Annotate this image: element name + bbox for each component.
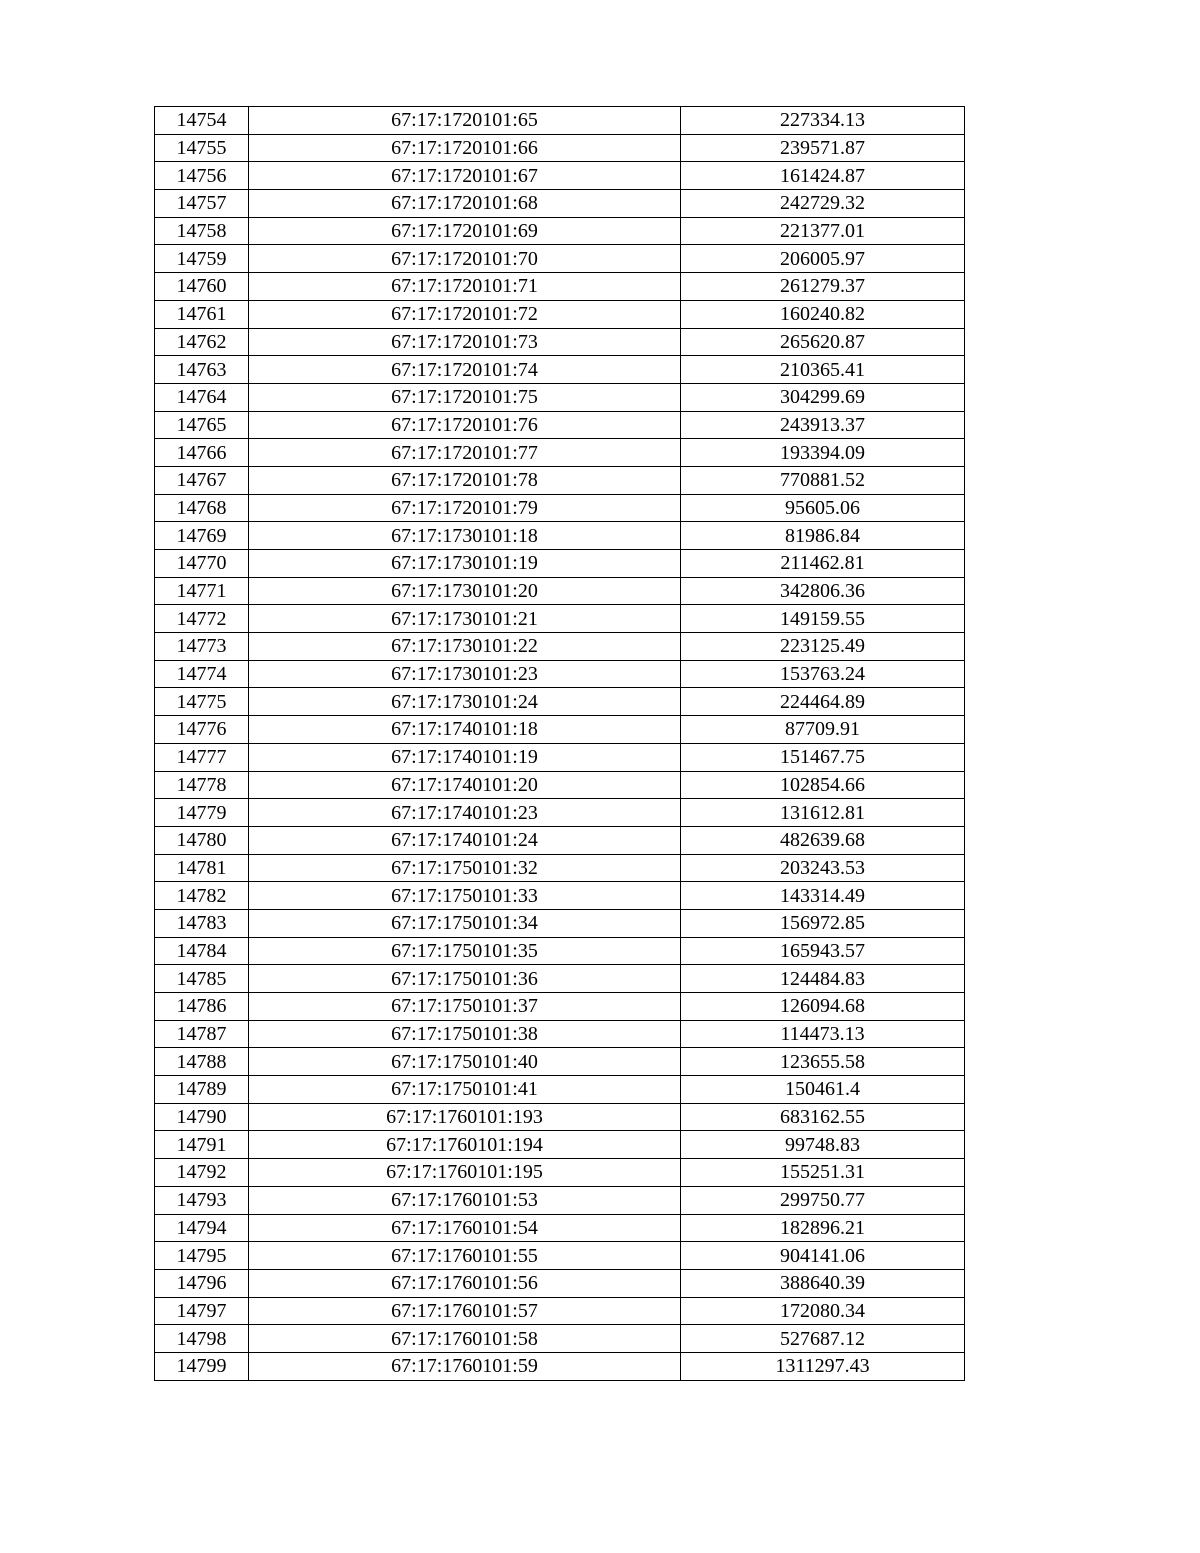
row-number-cell: 14767	[155, 466, 249, 494]
cadastral-number-cell: 67:17:1750101:40	[249, 1048, 681, 1076]
value-cell: 904141.06	[681, 1242, 965, 1270]
row-number-cell: 14779	[155, 799, 249, 827]
cadastral-number-cell: 67:17:1730101:23	[249, 660, 681, 688]
row-number-cell: 14771	[155, 577, 249, 605]
cadastral-number-cell: 67:17:1730101:21	[249, 605, 681, 633]
cadastral-number-cell: 67:17:1740101:18	[249, 716, 681, 744]
cadastral-number-cell: 67:17:1750101:38	[249, 1020, 681, 1048]
row-number-cell: 14797	[155, 1297, 249, 1325]
cadastral-number-cell: 67:17:1740101:24	[249, 826, 681, 854]
value-cell: 770881.52	[681, 466, 965, 494]
row-number-cell: 14763	[155, 356, 249, 384]
row-number-cell: 14764	[155, 383, 249, 411]
value-cell: 156972.85	[681, 909, 965, 937]
row-number-cell: 14766	[155, 439, 249, 467]
row-number-cell: 14768	[155, 494, 249, 522]
row-number-cell: 14789	[155, 1076, 249, 1104]
row-number-cell: 14786	[155, 993, 249, 1021]
row-number-cell: 14796	[155, 1269, 249, 1297]
value-cell: 114473.13	[681, 1020, 965, 1048]
cadastral-number-cell: 67:17:1720101:75	[249, 383, 681, 411]
table-row	[155, 328, 965, 356]
row-number-cell: 14774	[155, 660, 249, 688]
cadastral-number-cell: 67:17:1720101:77	[249, 439, 681, 467]
value-cell: 227334.13	[681, 107, 965, 135]
row-number-cell: 14758	[155, 217, 249, 245]
table-row	[155, 1103, 965, 1131]
table-row	[155, 1131, 965, 1159]
table-row	[155, 439, 965, 467]
cadastral-number-cell: 67:17:1750101:37	[249, 993, 681, 1021]
value-cell: 102854.66	[681, 771, 965, 799]
table-row	[155, 1076, 965, 1104]
table-body	[155, 107, 965, 1381]
cadastral-number-cell: 67:17:1720101:78	[249, 466, 681, 494]
cadastral-number-cell: 67:17:1750101:41	[249, 1076, 681, 1104]
row-number-cell: 14788	[155, 1048, 249, 1076]
value-cell: 193394.09	[681, 439, 965, 467]
row-number-cell: 14760	[155, 273, 249, 301]
data-table	[154, 106, 965, 1381]
table-row	[155, 1020, 965, 1048]
value-cell: 143314.49	[681, 882, 965, 910]
value-cell: 239571.87	[681, 134, 965, 162]
cadastral-number-cell: 67:17:1720101:70	[249, 245, 681, 273]
table-row	[155, 1048, 965, 1076]
table-row	[155, 356, 965, 384]
cadastral-number-cell: 67:17:1760101:58	[249, 1325, 681, 1353]
table-row	[155, 1352, 965, 1380]
value-cell: 87709.91	[681, 716, 965, 744]
value-cell: 203243.53	[681, 854, 965, 882]
row-number-cell: 14769	[155, 522, 249, 550]
cadastral-number-cell: 67:17:1760101:54	[249, 1214, 681, 1242]
value-cell: 182896.21	[681, 1214, 965, 1242]
cadastral-number-cell: 67:17:1720101:72	[249, 300, 681, 328]
value-cell: 242729.32	[681, 190, 965, 218]
value-cell: 155251.31	[681, 1159, 965, 1187]
value-cell: 149159.55	[681, 605, 965, 633]
cadastral-number-cell: 67:17:1760101:193	[249, 1103, 681, 1131]
table-row	[155, 245, 965, 273]
cadastral-number-cell: 67:17:1750101:34	[249, 909, 681, 937]
cadastral-number-cell: 67:17:1760101:57	[249, 1297, 681, 1325]
value-cell: 265620.87	[681, 328, 965, 356]
value-cell: 172080.34	[681, 1297, 965, 1325]
cadastral-number-cell: 67:17:1720101:71	[249, 273, 681, 301]
row-number-cell: 14795	[155, 1242, 249, 1270]
table-row	[155, 217, 965, 245]
table-row	[155, 633, 965, 661]
table-row	[155, 273, 965, 301]
row-number-cell: 14798	[155, 1325, 249, 1353]
cadastral-number-cell: 67:17:1740101:23	[249, 799, 681, 827]
value-cell: 210365.41	[681, 356, 965, 384]
value-cell: 211462.81	[681, 550, 965, 578]
value-cell: 342806.36	[681, 577, 965, 605]
row-number-cell: 14790	[155, 1103, 249, 1131]
row-number-cell: 14759	[155, 245, 249, 273]
table-row	[155, 605, 965, 633]
value-cell: 165943.57	[681, 937, 965, 965]
table-row	[155, 854, 965, 882]
table-row	[155, 660, 965, 688]
cadastral-number-cell: 67:17:1720101:65	[249, 107, 681, 135]
value-cell: 221377.01	[681, 217, 965, 245]
row-number-cell: 14757	[155, 190, 249, 218]
value-cell: 243913.37	[681, 411, 965, 439]
row-number-cell: 14791	[155, 1131, 249, 1159]
table-row	[155, 1159, 965, 1187]
table-row	[155, 909, 965, 937]
cadastral-number-cell: 67:17:1760101:195	[249, 1159, 681, 1187]
row-number-cell: 14772	[155, 605, 249, 633]
row-number-cell: 14781	[155, 854, 249, 882]
table-row	[155, 190, 965, 218]
cadastral-number-cell: 67:17:1720101:79	[249, 494, 681, 522]
value-cell: 99748.83	[681, 1131, 965, 1159]
value-cell: 160240.82	[681, 300, 965, 328]
table-row	[155, 1269, 965, 1297]
row-number-cell: 14780	[155, 826, 249, 854]
value-cell: 1311297.43	[681, 1352, 965, 1380]
cadastral-number-cell: 67:17:1740101:20	[249, 771, 681, 799]
table-row	[155, 466, 965, 494]
row-number-cell: 14782	[155, 882, 249, 910]
table-row	[155, 494, 965, 522]
row-number-cell: 14778	[155, 771, 249, 799]
value-cell: 81986.84	[681, 522, 965, 550]
row-number-cell: 14785	[155, 965, 249, 993]
row-number-cell: 14799	[155, 1352, 249, 1380]
value-cell: 482639.68	[681, 826, 965, 854]
table-row	[155, 1297, 965, 1325]
value-cell: 153763.24	[681, 660, 965, 688]
value-cell: 126094.68	[681, 993, 965, 1021]
cadastral-number-cell: 67:17:1720101:69	[249, 217, 681, 245]
cadastral-number-cell: 67:17:1730101:24	[249, 688, 681, 716]
table-row	[155, 134, 965, 162]
cadastral-number-cell: 67:17:1720101:74	[249, 356, 681, 384]
row-number-cell: 14793	[155, 1186, 249, 1214]
row-number-cell: 14754	[155, 107, 249, 135]
row-number-cell: 14777	[155, 743, 249, 771]
row-number-cell: 14762	[155, 328, 249, 356]
row-number-cell: 14776	[155, 716, 249, 744]
cadastral-number-cell: 67:17:1720101:73	[249, 328, 681, 356]
value-cell: 261279.37	[681, 273, 965, 301]
cadastral-number-cell: 67:17:1730101:20	[249, 577, 681, 605]
value-cell: 527687.12	[681, 1325, 965, 1353]
cadastral-number-cell: 67:17:1750101:33	[249, 882, 681, 910]
cadastral-number-cell: 67:17:1720101:66	[249, 134, 681, 162]
row-number-cell: 14756	[155, 162, 249, 190]
row-number-cell: 14775	[155, 688, 249, 716]
table-row	[155, 1214, 965, 1242]
table-row	[155, 383, 965, 411]
table-row	[155, 300, 965, 328]
value-cell: 224464.89	[681, 688, 965, 716]
value-cell: 124484.83	[681, 965, 965, 993]
row-number-cell: 14794	[155, 1214, 249, 1242]
row-number-cell: 14792	[155, 1159, 249, 1187]
table-row	[155, 162, 965, 190]
table-row	[155, 1242, 965, 1270]
table-row	[155, 1325, 965, 1353]
table-row	[155, 688, 965, 716]
cadastral-number-cell: 67:17:1720101:68	[249, 190, 681, 218]
cadastral-number-cell: 67:17:1730101:18	[249, 522, 681, 550]
table-row	[155, 993, 965, 1021]
table-row	[155, 411, 965, 439]
table-row	[155, 771, 965, 799]
row-number-cell: 14787	[155, 1020, 249, 1048]
table-row	[155, 826, 965, 854]
value-cell: 95605.06	[681, 494, 965, 522]
value-cell: 150461.4	[681, 1076, 965, 1104]
table-row	[155, 522, 965, 550]
value-cell: 683162.55	[681, 1103, 965, 1131]
cadastral-number-cell: 67:17:1720101:76	[249, 411, 681, 439]
cadastral-number-cell: 67:17:1760101:56	[249, 1269, 681, 1297]
table-row	[155, 716, 965, 744]
table-row	[155, 882, 965, 910]
row-number-cell: 14755	[155, 134, 249, 162]
table-row	[155, 107, 965, 135]
cadastral-number-cell: 67:17:1730101:19	[249, 550, 681, 578]
cadastral-number-cell: 67:17:1740101:19	[249, 743, 681, 771]
row-number-cell: 14770	[155, 550, 249, 578]
cadastral-number-cell: 67:17:1750101:32	[249, 854, 681, 882]
value-cell: 123655.58	[681, 1048, 965, 1076]
cadastral-number-cell: 67:17:1760101:53	[249, 1186, 681, 1214]
table-row	[155, 799, 965, 827]
cadastral-number-cell: 67:17:1730101:22	[249, 633, 681, 661]
table-row	[155, 577, 965, 605]
cadastral-number-cell: 67:17:1720101:67	[249, 162, 681, 190]
value-cell: 131612.81	[681, 799, 965, 827]
table-row	[155, 1186, 965, 1214]
table-row	[155, 743, 965, 771]
cadastral-number-cell: 67:17:1750101:36	[249, 965, 681, 993]
value-cell: 388640.39	[681, 1269, 965, 1297]
cadastral-number-cell: 67:17:1760101:59	[249, 1352, 681, 1380]
table-row	[155, 965, 965, 993]
table-row	[155, 937, 965, 965]
table-row	[155, 550, 965, 578]
value-cell: 206005.97	[681, 245, 965, 273]
value-cell: 223125.49	[681, 633, 965, 661]
row-number-cell: 14773	[155, 633, 249, 661]
row-number-cell: 14765	[155, 411, 249, 439]
row-number-cell: 14784	[155, 937, 249, 965]
value-cell: 151467.75	[681, 743, 965, 771]
cadastral-number-cell: 67:17:1750101:35	[249, 937, 681, 965]
value-cell: 304299.69	[681, 383, 965, 411]
row-number-cell: 14761	[155, 300, 249, 328]
cadastral-number-cell: 67:17:1760101:55	[249, 1242, 681, 1270]
row-number-cell: 14783	[155, 909, 249, 937]
cadastral-number-cell: 67:17:1760101:194	[249, 1131, 681, 1159]
value-cell: 161424.87	[681, 162, 965, 190]
value-cell: 299750.77	[681, 1186, 965, 1214]
